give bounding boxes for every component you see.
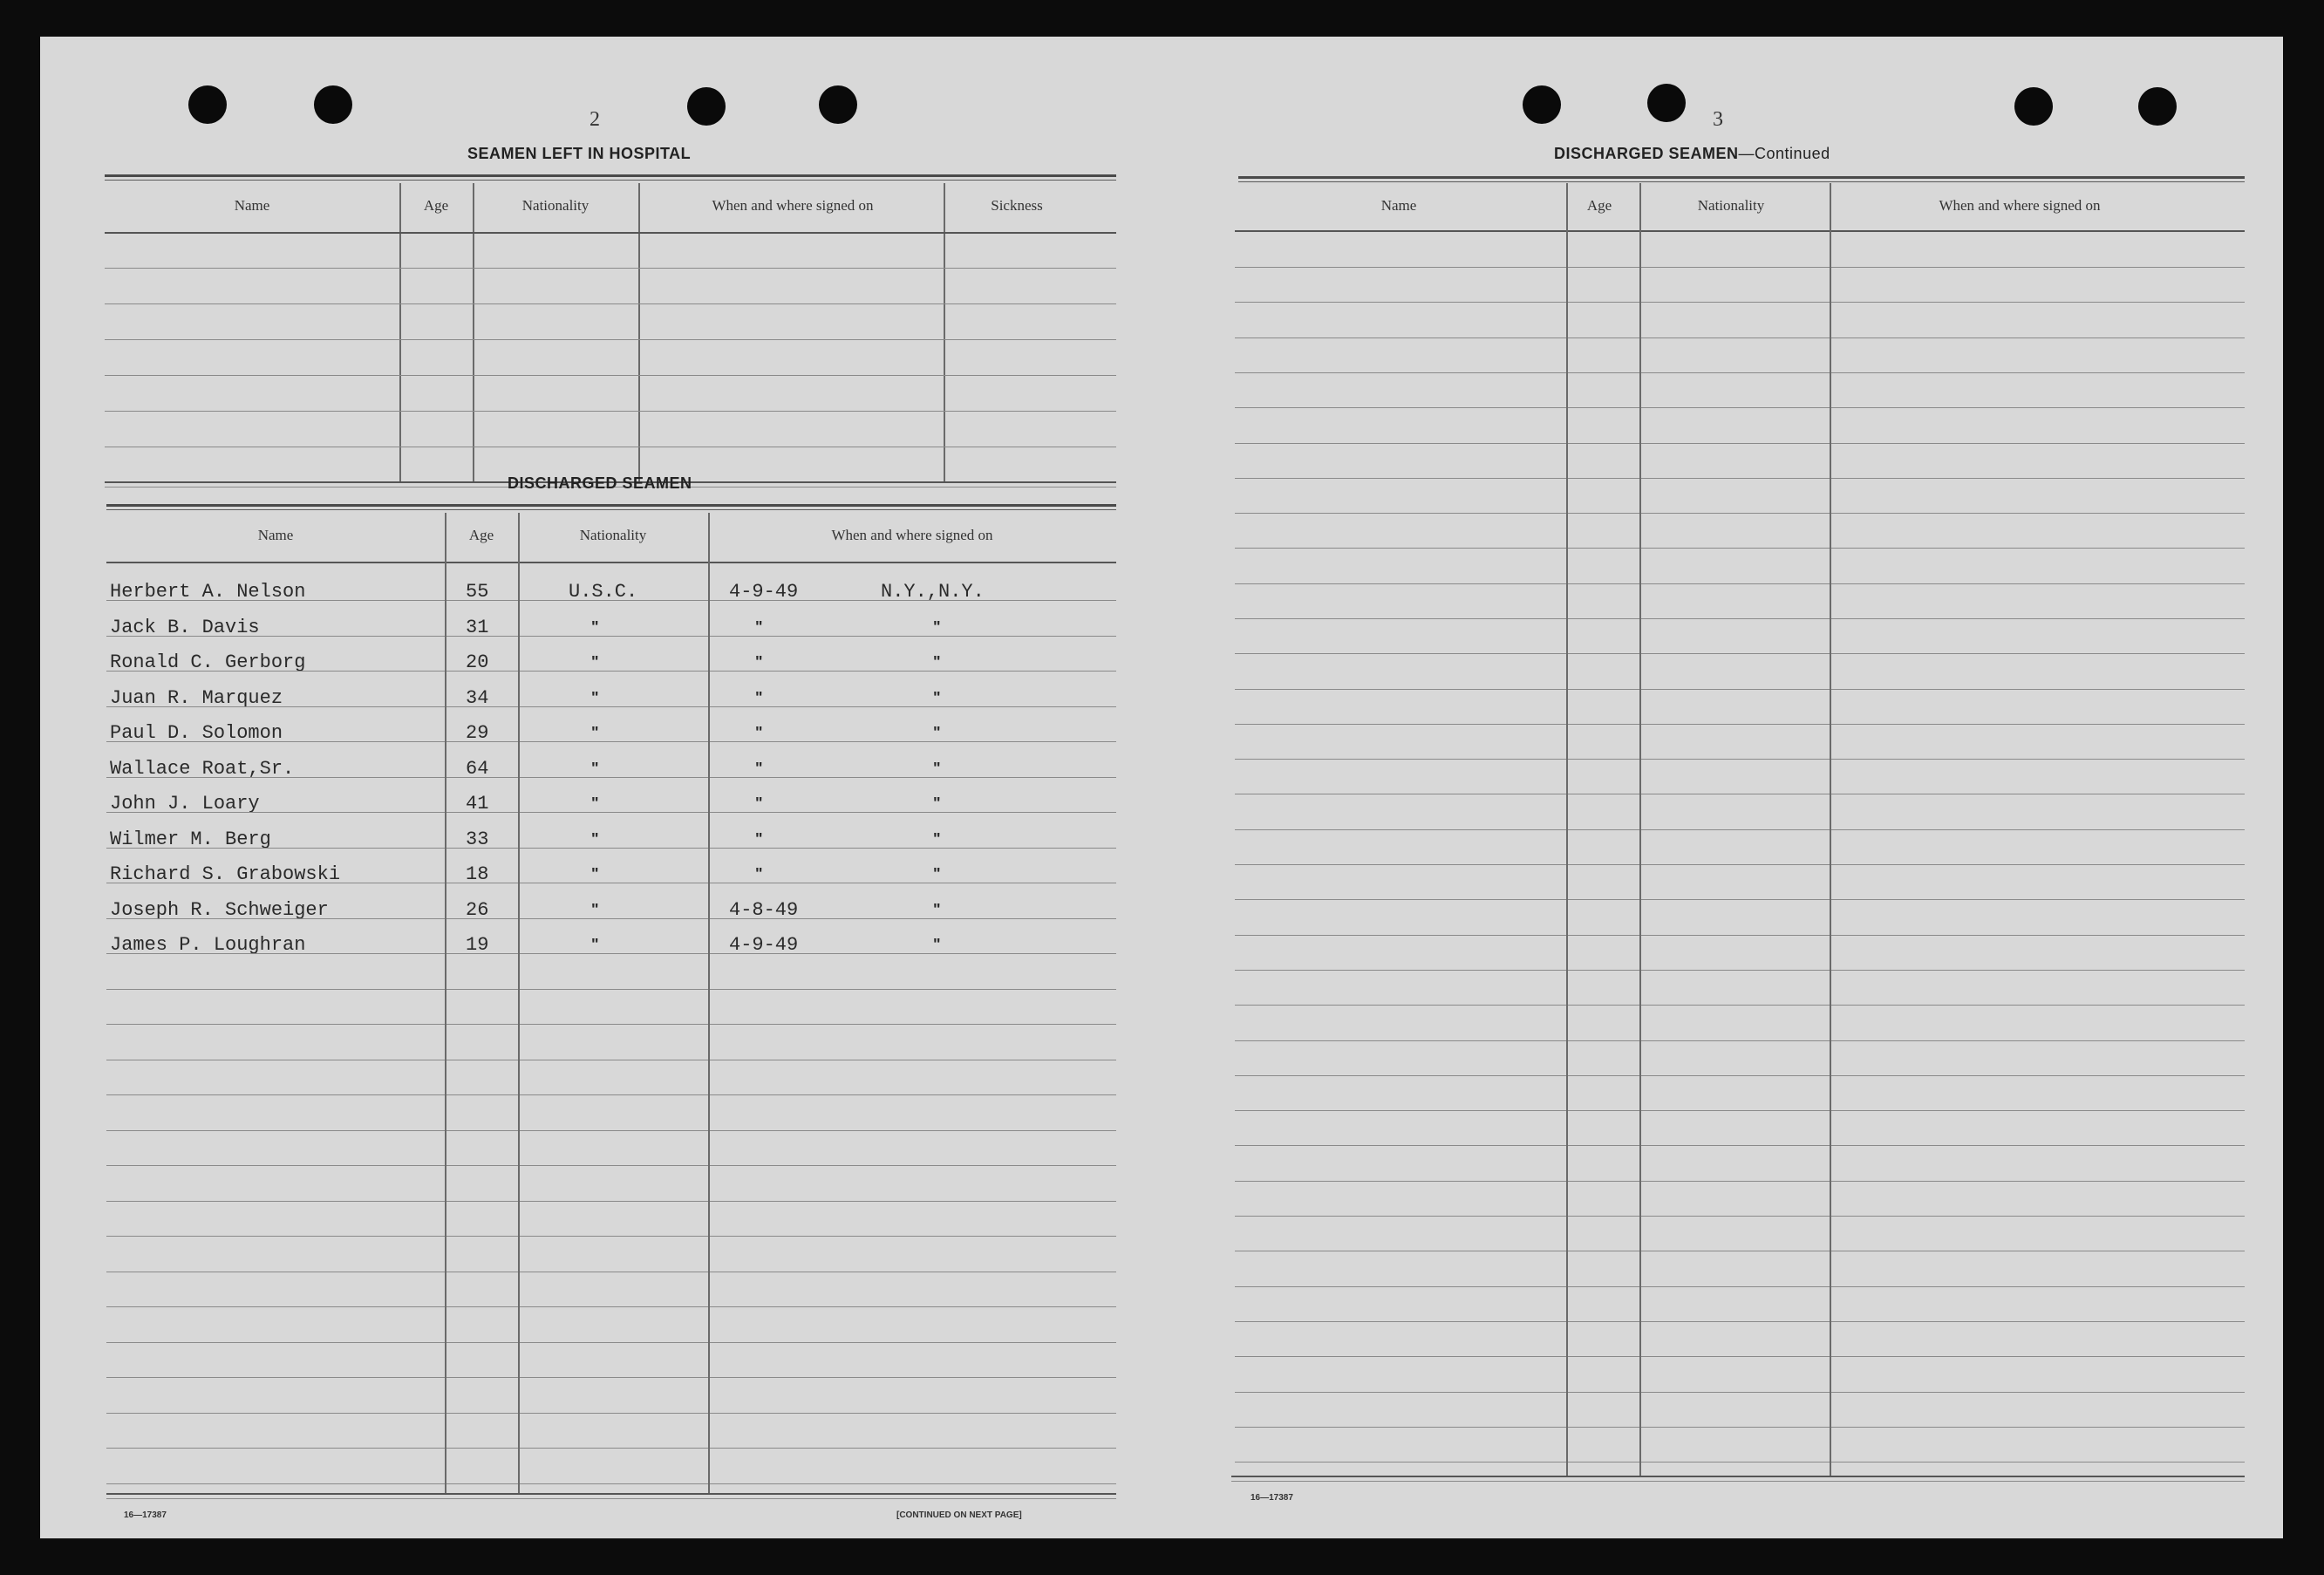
seaman-name: Herbert A. Nelson [110,581,306,603]
seaman-nationality: " [591,900,599,918]
ruled-line [1235,478,2245,479]
ruled-line [106,600,1116,601]
ruled-line [1235,1321,2245,1322]
discharged-col-signed-on: When and where signed on [831,527,993,543]
punch-hole [2138,87,2177,126]
punch-hole [2014,87,2053,126]
seaman-name: Ronald C. Gerborg [110,651,306,673]
discharged-section-title: DISCHARGED SEAMEN [508,474,692,492]
signed-on-place: " [933,653,941,671]
punch-hole [188,85,227,124]
seaman-age: 64 [466,757,489,780]
ruled-line [1235,513,2245,514]
right-page-number: 3 [1713,108,1723,131]
right-col-divider [1830,183,1831,1477]
seaman-age: 31 [466,616,489,638]
right-header-rule [1235,230,2245,232]
discharged-col-divider [518,513,520,1495]
ruled-line [1235,935,2245,936]
hospital-row-line [105,375,1116,376]
seaman-nationality: " [591,724,599,741]
seaman-nationality: " [591,865,599,883]
right-col-age: Age [1586,197,1612,214]
ruled-line [106,1377,1116,1378]
ruled-line [1235,829,2245,830]
hospital-row-line [105,411,1116,412]
discharged-col-divider [708,513,710,1495]
punch-hole [1523,85,1561,124]
signed-on-place: " [933,759,941,777]
ruled-line [1235,864,2245,865]
right-col-signed-on: When and where signed on [1939,197,2101,214]
ruled-line [1235,1216,2245,1217]
punch-hole [1647,84,1686,122]
hospital-col-name: Name [234,197,270,214]
right-col-name: Name [1380,197,1417,214]
ruled-line [106,812,1116,813]
ruled-line [1235,267,2245,268]
right-col-divider [1639,183,1641,1477]
hospital-col-signed-on: When and where signed on [712,197,874,214]
ruled-line [106,1483,1116,1484]
ruled-line [106,1342,1116,1343]
discharged-bottom-rule [106,1493,1116,1495]
ruled-line [1235,1040,2245,1041]
signed-on-date: " [755,653,763,671]
seaman-name: Wallace Roat,Sr. [110,757,295,780]
signed-on-place: " [933,900,941,918]
hospital-col-divider [473,183,474,483]
seaman-name: Wilmer M. Berg [110,828,271,850]
seaman-name: Paul D. Solomon [110,722,283,744]
ruled-line [106,1165,1116,1166]
ruled-line [106,741,1116,742]
ruled-line [1235,443,2245,444]
punch-hole [314,85,352,124]
hospital-col-divider [399,183,401,483]
ruled-line [1235,1286,2245,1287]
ruled-line [1235,724,2245,725]
discharged-header-rule [106,562,1116,563]
signed-on-place: " [933,724,941,741]
discharged-col-nationality: Nationality [579,527,647,543]
signed-on-date: 4-9-49 [729,581,799,603]
signed-on-place: " [933,829,941,848]
ruled-line [106,989,1116,990]
signed-on-date: 4-8-49 [729,898,799,921]
signed-on-place: " [933,794,941,812]
signed-on-place: N.Y.,N.Y. [881,581,985,603]
ruled-line [106,1024,1116,1025]
ruled-line [106,1094,1116,1095]
right-col-divider [1566,183,1568,1477]
ruled-line [1235,372,2245,373]
ruled-line [1235,1356,2245,1357]
signed-on-place: " [933,688,941,706]
ruled-line [1235,899,2245,900]
ruled-line [106,918,1116,919]
signed-on-date: " [755,724,763,741]
ruled-line [1235,1181,2245,1182]
seaman-name: Joseph R. Schweiger [110,898,329,921]
discharged-col-divider [445,513,446,1495]
signed-on-date: " [755,865,763,883]
seaman-age: 18 [466,863,489,885]
left-form-number: 16—17387 [124,1510,167,1520]
document-sheet [40,37,2283,1538]
signed-on-date: " [755,794,763,812]
ruled-line [106,1201,1116,1202]
seaman-nationality: " [591,936,599,953]
seaman-name: John J. Loary [110,793,260,815]
discharged-col-age: Age [468,527,494,543]
seaman-nationality: " [591,688,599,706]
ruled-line [106,1306,1116,1307]
ruled-line [1235,689,2245,690]
seaman-age: 20 [466,651,489,673]
ruled-line [106,1236,1116,1237]
hospital-col-nationality: Nationality [521,197,590,214]
seaman-age: 34 [466,686,489,709]
hospital-col-divider [944,183,945,483]
ruled-line [106,706,1116,707]
right-page-title [1554,145,1830,163]
hospital-col-sickness: Sickness [991,197,1043,214]
right-col-nationality: Nationality [1697,197,1765,214]
discharged-bottom-rule [106,1498,1116,1499]
seaman-nationality: U.S.C. [569,581,638,603]
seaman-age: 55 [466,581,489,603]
hospital-col-age: Age [423,197,449,214]
signed-on-place: " [933,936,941,953]
ruled-line [106,1130,1116,1131]
signed-on-date: " [755,759,763,777]
signed-on-place: " [933,617,941,636]
seaman-name: James P. Loughran [110,934,306,956]
ruled-line [1235,1075,2245,1076]
seaman-age: 26 [466,898,489,921]
seaman-age: 41 [466,793,489,815]
seaman-age: 33 [466,828,489,850]
ruled-line [1235,1145,2245,1146]
ruled-line [1235,618,2245,619]
seaman-age: 19 [466,934,489,956]
signed-on-date: " [755,688,763,706]
seaman-nationality: " [591,759,599,777]
ruled-line [1235,1005,2245,1006]
left-page-number: 2 [590,108,600,131]
right-bottom-rule [1231,1481,2245,1482]
ruled-line [1235,759,2245,760]
ruled-line [1235,407,2245,408]
ruled-line [1235,583,2245,584]
ruled-line [1235,548,2245,549]
ruled-line [106,671,1116,672]
punch-hole [687,87,726,126]
right-bottom-rule [1231,1476,2245,1477]
ruled-line [106,1448,1116,1449]
ruled-line [106,1413,1116,1414]
right-table-top-rule [1238,176,2245,182]
seaman-name: Richard S. Grabowski [110,863,341,885]
right-title-suffix: —Continued [1738,145,1830,162]
ruled-line [106,777,1116,778]
discharged-col-name: Name [257,527,294,543]
signed-on-date: " [755,829,763,848]
right-form-number: 16—17387 [1251,1493,1293,1503]
seaman-nationality: " [591,794,599,812]
seaman-name: Jack B. Davis [110,616,260,638]
signed-on-place: " [933,865,941,883]
hospital-row-line [105,268,1116,269]
ruled-line [106,636,1116,637]
discharged-table-top-rule [106,504,1116,510]
hospital-col-divider [638,183,640,483]
continued-note: [CONTINUED ON NEXT PAGE] [896,1510,1022,1520]
hospital-row-line [105,303,1116,304]
seaman-nationality: " [591,829,599,848]
seaman-nationality: " [591,617,599,636]
punch-hole [819,85,857,124]
ruled-line [1235,1427,2245,1428]
ruled-line [1235,970,2245,971]
seaman-name: Juan R. Marquez [110,686,283,709]
hospital-header-rule [105,232,1116,234]
ruled-line [1235,653,2245,654]
right-title-main: DISCHARGED SEAMEN [1554,145,1739,162]
ruled-line [1235,302,2245,303]
ruled-line [1235,1110,2245,1111]
seaman-age: 29 [466,722,489,744]
ruled-line [1235,1392,2245,1393]
hospital-table-top-rule [105,174,1116,181]
signed-on-date: " [755,617,763,636]
hospital-row-line [105,339,1116,340]
ruled-line [106,848,1116,849]
ruled-line [106,953,1116,954]
hospital-section-title: SEAMEN LEFT IN HOSPITAL [467,145,692,162]
seaman-nationality: " [591,653,599,671]
signed-on-date: 4-9-49 [729,934,799,956]
